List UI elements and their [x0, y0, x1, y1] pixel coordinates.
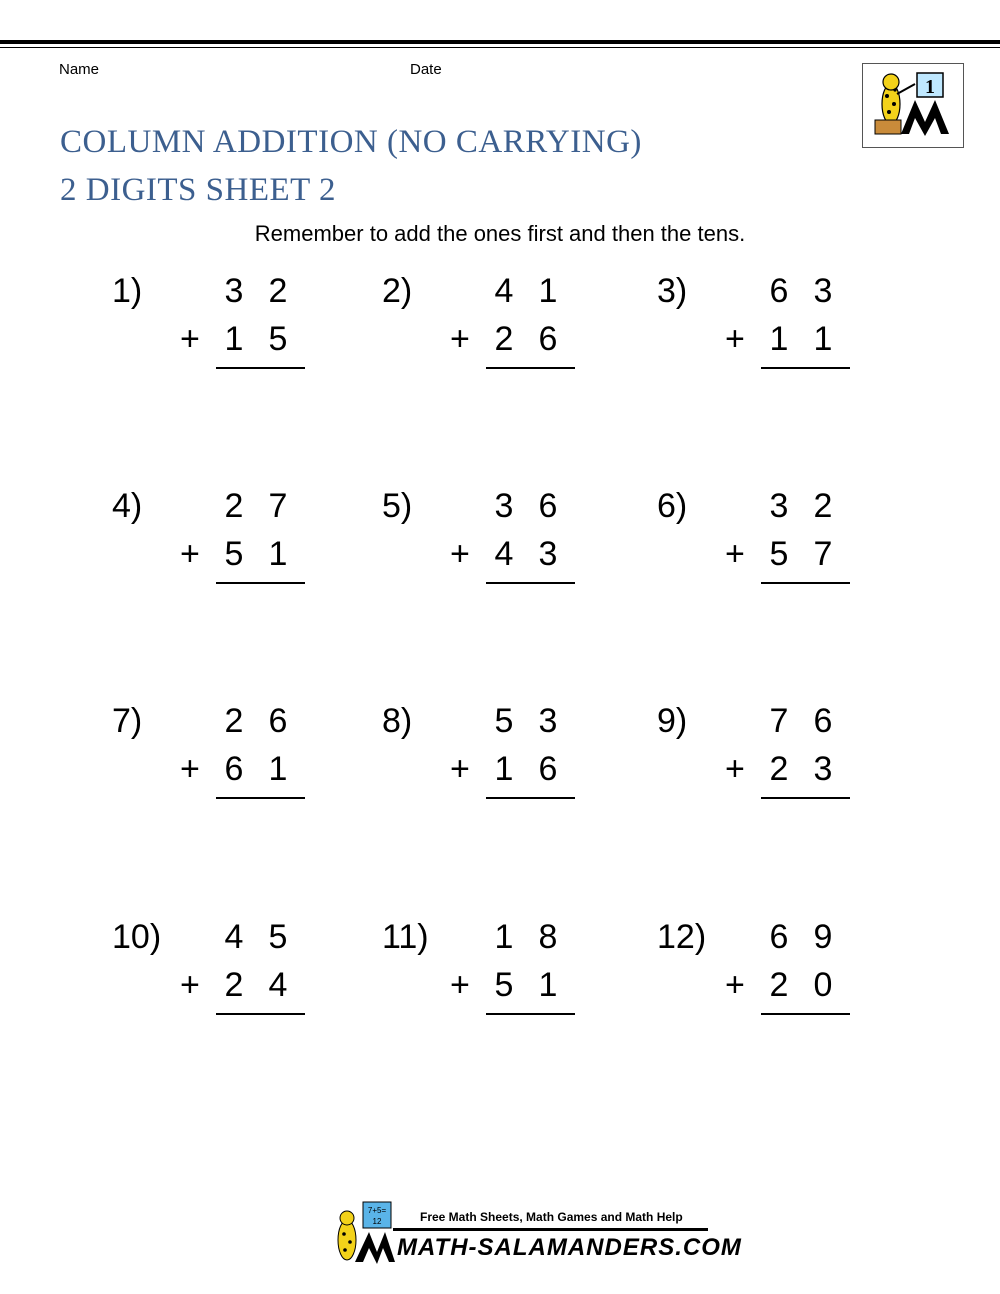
tens-digit: 4: [494, 272, 514, 310]
answer-line: [216, 367, 305, 369]
problem-number: 8): [382, 702, 413, 740]
plus-sign: +: [180, 535, 200, 573]
problem-4: [112, 487, 342, 607]
addend-bottom: [492, 750, 582, 789]
plus-sign: +: [725, 966, 745, 1004]
ones-digit: 1: [538, 966, 558, 1004]
footer-brand: MATH-SALAMANDERS.COM: [397, 1234, 742, 1261]
footer-salamander-icon: [325, 1200, 395, 1270]
ones-digit: 6: [538, 750, 558, 788]
ones-digit: 0: [813, 966, 833, 1004]
tens-digit: 3: [224, 272, 244, 310]
addend-top: [222, 487, 312, 526]
problem-3: [657, 272, 887, 392]
footer-logo: [325, 1200, 742, 1270]
tens-digit: 6: [224, 750, 244, 788]
ones-digit: 8: [538, 918, 558, 956]
tens-digit: 2: [769, 966, 789, 1004]
problem-8: [382, 702, 612, 822]
problem-number: 9): [657, 702, 688, 740]
plus-sign: +: [725, 750, 745, 788]
problem-number: 3): [657, 272, 688, 310]
addend-top: [222, 918, 312, 957]
addend-top: [222, 702, 312, 741]
answer-line: [761, 797, 850, 799]
problem-5: [382, 487, 612, 607]
plus-sign: +: [725, 320, 745, 358]
instruction-text: Remember to add the ones first and then the tens.: [254, 221, 746, 246]
problem-number: 7): [112, 702, 143, 740]
tens-digit: 6: [769, 918, 789, 956]
problem-12: [657, 918, 887, 1038]
ones-digit: 2: [813, 487, 833, 525]
tens-digit: 5: [769, 535, 789, 573]
addend-bottom: [767, 320, 857, 359]
plus-sign: +: [450, 966, 470, 1004]
answer-line: [486, 367, 575, 369]
answer-line: [761, 582, 850, 584]
addend-bottom: [492, 535, 582, 574]
addend-top: [492, 702, 582, 741]
addend-bottom: [767, 750, 857, 789]
addend-top: [222, 272, 312, 311]
footer-tagline: Free Math Sheets, Math Games and Math Help: [420, 1210, 683, 1224]
top-rule-thick: [0, 40, 1000, 44]
tens-digit: 7: [769, 702, 789, 740]
ones-digit: 3: [813, 750, 833, 788]
addend-bottom: [767, 535, 857, 574]
tens-digit: 5: [224, 535, 244, 573]
ones-digit: 3: [813, 272, 833, 310]
ones-digit: 7: [268, 487, 288, 525]
addend-bottom: [222, 750, 312, 789]
addend-bottom: [222, 966, 312, 1005]
addend-top: [492, 487, 582, 526]
footer-badge-line2: 12: [372, 1217, 382, 1226]
problem-1: [112, 272, 342, 392]
answer-line: [216, 797, 305, 799]
date-label: Date: [410, 61, 442, 78]
addend-bottom: [222, 535, 312, 574]
problem-number: 1): [112, 272, 143, 310]
worksheet-title-line2: 2 DIGITS SHEET 2: [60, 172, 336, 208]
answer-line: [486, 1013, 575, 1015]
problem-11: [382, 918, 612, 1038]
answer-line: [761, 367, 850, 369]
addend-bottom: [767, 966, 857, 1005]
problem-number: 2): [382, 272, 413, 310]
tens-digit: 6: [769, 272, 789, 310]
problem-number: 11): [382, 918, 429, 956]
tens-digit: 2: [224, 966, 244, 1004]
addend-top: [767, 272, 857, 311]
ones-digit: 5: [268, 918, 288, 956]
tens-digit: 3: [769, 487, 789, 525]
worksheet-title-line1: COLUMN ADDITION (NO CARRYING): [60, 124, 642, 160]
answer-line: [486, 797, 575, 799]
footer-divider: [393, 1228, 708, 1231]
grade-number: 1: [925, 76, 935, 98]
salamander-on-m-logo-icon: [863, 64, 963, 147]
name-label: Name: [59, 61, 100, 78]
plus-sign: +: [450, 535, 470, 573]
addend-top: [767, 918, 857, 957]
ones-digit: 6: [813, 702, 833, 740]
answer-line: [761, 1013, 850, 1015]
ones-digit: 4: [268, 966, 288, 1004]
ones-digit: 3: [538, 535, 558, 573]
answer-line: [486, 582, 575, 584]
ones-digit: 2: [268, 272, 288, 310]
ones-digit: 6: [268, 702, 288, 740]
problem-number: 4): [112, 487, 143, 525]
tens-digit: 1: [224, 320, 244, 358]
ones-digit: 9: [813, 918, 833, 956]
problem-9: [657, 702, 887, 822]
problem-number: 12): [657, 918, 707, 956]
problem-number: 5): [382, 487, 413, 525]
tens-digit: 2: [224, 702, 244, 740]
ones-digit: 1: [813, 320, 833, 358]
tens-digit: 2: [769, 750, 789, 788]
ones-digit: 1: [268, 750, 288, 788]
ones-digit: 6: [538, 487, 558, 525]
addend-top: [492, 918, 582, 957]
problem-number: 10): [112, 918, 162, 956]
plus-sign: +: [180, 320, 200, 358]
addend-bottom: [492, 320, 582, 359]
footer-badge-line1: 7+5=: [367, 1206, 387, 1215]
problem-10: [112, 918, 342, 1038]
ones-digit: 1: [538, 272, 558, 310]
addend-top: [767, 702, 857, 741]
salamander-logo: [862, 63, 964, 148]
tens-digit: 4: [494, 535, 514, 573]
ones-digit: 5: [268, 320, 288, 358]
tens-digit: 2: [494, 320, 514, 358]
addend-bottom: [492, 966, 582, 1005]
ones-digit: 7: [813, 535, 833, 573]
addend-top: [492, 272, 582, 311]
addend-top: [767, 487, 857, 526]
plus-sign: +: [450, 750, 470, 788]
plus-sign: +: [180, 750, 200, 788]
tens-digit: 1: [769, 320, 789, 358]
tens-digit: 3: [494, 487, 514, 525]
answer-line: [216, 1013, 305, 1015]
tens-digit: 1: [494, 918, 514, 956]
top-rule-thin: [0, 47, 1000, 48]
problem-6: [657, 487, 887, 607]
tens-digit: 1: [494, 750, 514, 788]
problem-7: [112, 702, 342, 822]
tens-digit: 5: [494, 966, 514, 1004]
problem-number: 6): [657, 487, 688, 525]
ones-digit: 3: [538, 702, 558, 740]
tens-digit: 4: [224, 918, 244, 956]
answer-line: [216, 582, 305, 584]
ones-digit: 1: [268, 535, 288, 573]
addend-bottom: [222, 320, 312, 359]
plus-sign: +: [450, 320, 470, 358]
tens-digit: 2: [224, 487, 244, 525]
plus-sign: +: [180, 966, 200, 1004]
tens-digit: 5: [494, 702, 514, 740]
problem-2: [382, 272, 612, 392]
plus-sign: +: [725, 535, 745, 573]
ones-digit: 6: [538, 320, 558, 358]
